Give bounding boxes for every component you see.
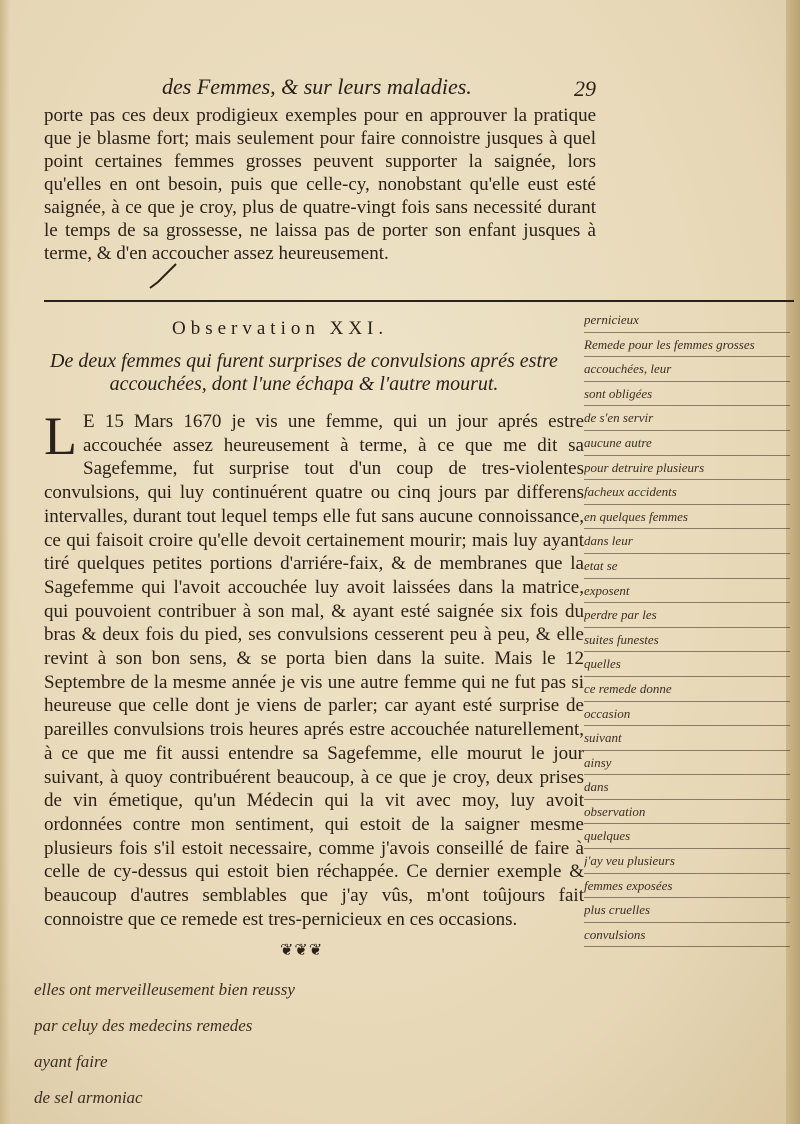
- margin-note-line: accouchées, leur: [584, 357, 790, 382]
- margin-note-line: observation: [584, 800, 790, 825]
- bottom-note-line: de sel armoniac: [34, 1088, 143, 1107]
- margin-note-line: dans leur: [584, 529, 790, 554]
- margin-note-line: aucune autre: [584, 431, 790, 456]
- margin-note-line: sont obligées: [584, 382, 790, 407]
- margin-note-line: j'ay veu plusieurs: [584, 849, 790, 874]
- bottom-note-line: elles ont merveilleusement bien reussy: [34, 980, 295, 999]
- handwritten-margin-notes: [584, 308, 790, 947]
- observation-body: [44, 406, 584, 931]
- margin-note-line: pernicieux: [584, 308, 790, 333]
- margin-note-line: quelques: [584, 824, 790, 849]
- bottom-note-line: ayant faire: [34, 1052, 108, 1071]
- margin-note-line: ce remede donne: [584, 677, 790, 702]
- margin-note-line: suivant: [584, 726, 790, 751]
- margin-note-line: perdre par les: [584, 603, 790, 628]
- pen-stroke-mark: [148, 262, 178, 290]
- margin-note-line: suites funestes: [584, 628, 790, 653]
- page-number: 29: [574, 76, 596, 101]
- observation-subtitle: De deux femmes qui furent surprises de convulsions aprés estre accouchées, dont l'une échapa & l'autre mourut.: [50, 350, 558, 395]
- margin-note-line: ainsy: [584, 751, 790, 776]
- margin-note-line: de s'en servir: [584, 406, 790, 431]
- drop-cap: L: [44, 406, 77, 466]
- margin-note-line: quelles: [584, 652, 790, 677]
- bottom-note-line: par celuy des medecins remedes: [34, 1016, 253, 1035]
- margin-note-line: etat se: [584, 554, 790, 579]
- handwritten-bottom-notes: [34, 972, 790, 1116]
- running-title: des Femmes, & sur leurs maladies.: [162, 74, 472, 99]
- page-gutter-shadow: [0, 0, 10, 1124]
- margin-note-line: dans: [584, 775, 790, 800]
- observation-text: E 15 Mars 1670 je vis une femme, qui un jour aprés estre accouchée assez heureusement à terme, à ce que me dit sa Sagefemme, fut surprise tout d'un coup de tres-violentes convulsions, qui luy continuérent quatre ou cinq jours par differens intervalles, durant tout lequel temps elle fut sans aucune connoissance, ce qui faisoit croire qu'elle devoit certainement mourir; mais luy ayant tiré quelques petites portions d'arriére-faix, & de membranes que la Sagefemme qui l'avoit accouchée luy avoit laissées dans la matrice, qui pouvoient contribuer à son mal, & ayant esté saignée six fois du bras & deux fois du pied, ses convulsions cesserent peu à peu, & elle revint à son bon sens, & se porta bien dans la suite. Mais le 12 Septembre de la mesme année je vis une autre femme qui ne fut pas si heureuse que celle dont je viens de parler; car ayant esté surprise de pareilles convulsions trois heures aprés estre accouchée naturellement, à ce que me fit aussi entendre sa Sagefemme, elle mourut le jour suivant, à quoy contribuérent beaucoup, à ce que je croy, deux prises de vin émetique, qu'un Médecin qui la vit avec moy, luy avoit ordonnées contre mon sentiment, qui estoit de la saigner mesme plusieurs fois s'il estoit necessaire, comme j'avois conseillé de faire à celle de cy-dessus qui estoit bien réchappée. Ce dernier exemple & beaucoup d'autres semblables que j'ay vûs, m'ont toûjours fait connoistre que ce remede est tres-pernicieux en ces occasions.: [44, 411, 584, 930]
- ornament-fleuron: ❦❦❦: [280, 940, 324, 959]
- section-divider: [44, 300, 794, 302]
- margin-note-line: en quelques femmes: [584, 505, 790, 530]
- margin-note-line: Remede pour les femmes grosses: [584, 333, 790, 358]
- paragraph-top: porte pas ces deux prodigieux exemples pour en approuver la pratique que je blasme fort; mais seulement pour faire connoistre jusques à quel point certaines femmes grosses peuvent supporter la saignée, lors qu'elles en ont besoin, puis que celle-cy, nonobstant qu'elle eust esté saignée, à ce que je croy, plus de quatre-vingt fois sans necessité durant le temps de sa grossesse, ne laissa pas de porter son enfant jusques à terme, & d'en accoucher assez heureusement.: [44, 105, 596, 264]
- margin-note-line: femmes exposées: [584, 874, 790, 899]
- margin-note-line: occasion: [584, 702, 790, 727]
- margin-note-line: exposent: [584, 579, 790, 604]
- observation-title: Observation XXI.: [172, 318, 389, 339]
- margin-note-line: plus cruelles: [584, 898, 790, 923]
- margin-note-line: facheux accidents: [584, 480, 790, 505]
- margin-note-line: convulsions: [584, 923, 790, 948]
- margin-note-line: pour detruire plusieurs: [584, 456, 790, 481]
